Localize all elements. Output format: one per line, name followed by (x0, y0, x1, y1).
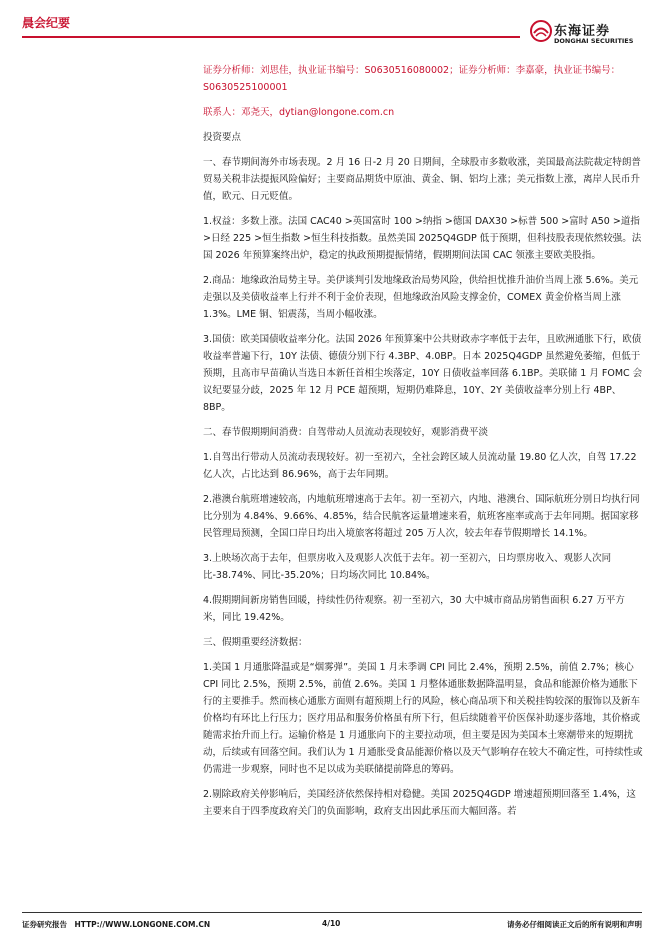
report-type-title: 晨会纪要 (22, 16, 71, 30)
section-3-heading: 三、假期重要经济数据： (203, 637, 308, 648)
page-footer (22, 912, 642, 933)
footer-website: 证券研究报告 HTTP://WWW.LONGONE.COM.CN (22, 920, 211, 929)
brand-logo (530, 20, 650, 46)
section-3-paragraph: 2.剔除政府关停影响后，美国经济依然保持相对稳健。美国 2025Q4GDP 增速超预期回落至 1.4%，这主要来自于四季度政府关门的负面影响，政府支出因此承压而大幅回落。若 (203, 789, 636, 817)
brand-name-en: DONGHAI SECURITIES (554, 37, 634, 45)
header-rule (22, 36, 520, 38)
contact-info: 联系人：邓尧天，dytian@longone.com.cn (203, 107, 395, 118)
page-number: 4/10 (322, 919, 341, 928)
section-1-paragraph: 2.商品：地缘政治局势主导。美伊谈判引发地缘政治局势风险，供给担忧推升油价当周上涨 5.6%。美元走强以及美债收益率上行并不利于金价表现，但地缘政治风险支撑金价，COMEX 黄金价格当周上涨 1.3%。LME 铜、铝震荡，当周小幅收涨。 (203, 275, 639, 320)
report-body (203, 62, 643, 828)
page-header (0, 0, 662, 46)
section-3-paragraph: 1.美国 1 月通胀降温或是“烟雾弹”。美国 1 月未季调 CPI 同比 2.4%，预期 2.5%，前值 2.7%；核心 CPI 同比 2.5%，预期 2.5%，前值 2.6%。美国 1 月整体通胀数据降温明显，食品和能源价格为通胀下行的主要推手。然而核心通胀方面则有超预期上行的风险，核心商品项下和关税挂钩较深的服饰以及新车价格均有环比上行压力；医疗用品和服务价格虽有所下行，但后续随着平价医保补助逐步落地，其价格或随需求抬升而上行。运输价格是 1 月通胀向下的主要拉动项，但主要是因为美国本土寒潮带来的短期扰动，后续或有回落空间。我们认为 1 月通胀受食品能源价格以及天气影响存在较大不确定性，可持续性或仍需进一步观察，同时也不足以成为美联储提前降息的筹码。 (203, 662, 643, 775)
section-2-paragraph: 2.港澳台航班增速较高，内地航班增速高于去年。初一至初六，内地、港澳台、国际航班分别日均执行同比分别为 4.84%、9.66%、4.85%，结合民航客运量增速来看，航班客座率或高于去年同期。据国家移民管理局预测，全国口岸日均出入境旅客将超过 205 万人次，较去年春节假期增长 14.1%。 (203, 494, 640, 539)
section-2-paragraph: 4.假期期间新房销售回暖，持续性仍待观察。初一至初六，30 大中城市商品房销售面积 6.27 万平方米，同比 19.42%。 (203, 595, 625, 623)
section-1-paragraph: 1.权益：多数上涨。法国 CAC40 >英国富时 100 >纳指 >德国 DAX30 >标普 500 >富时 A50 >道指 >日经 225 >恒生指数 >恒生科技指数。虽然美国 2025Q4GDP 低于预期，但科技股表现依然较强。法国 2026 年预算案终出炉，稳定的执政预期提振情绪，假期期间法国 CAC 领涨主要欧美股指。 (203, 216, 642, 261)
donghai-logo-icon (530, 20, 552, 42)
footer-disclaimer: 请务必仔细阅读正文后的所有说明和声明 (507, 920, 642, 929)
brand-name-cn: 东海证券 (554, 24, 611, 39)
analyst-info: 证券分析师：刘思佳，执业证书编号：S0630516080002；证券分析师：李嘉豪，执业证书编号：S0630525100001 (203, 65, 621, 93)
section-2-paragraph: 1.自驾出行带动人员流动表现较好。初一至初六，全社会跨区域人员流动量 19.80 亿人次，自驾 17.22 亿人次，占比达到 86.96%，高于去年同期。 (203, 452, 637, 480)
section-1-heading: 一、春节期间海外市场表现。2 月 16 日-2 月 20 日期间，全球股市多数收涨，美国最高法院裁定特朗普贸易关税非法提振风险偏好；主要商品期货中原油、黄金、铜、铝均上涨；美元指数上涨，离岸人民币升值，欧元、日元贬值。 (203, 157, 641, 202)
key-points-title: 投资要点 (203, 132, 242, 143)
section-2-heading: 二、春节假期期间消费：自驾带动人员流动表现较好，观影消费平淡 (203, 427, 489, 438)
section-2-paragraph: 3.上映场次高于去年，但票房收入及观影人次低于去年。初一至初六，日均票房收入、观影人次同比-38.74%、同比-35.20%；日均场次同比 10.84%。 (203, 553, 612, 581)
section-1-paragraph: 3.国债：欧美国债收益率分化。法国 2026 年预算案中公共财政赤字率低于去年，且欧洲通胀下行，欧债收益率普遍下行，10Y 法债、德债分别下行 4.3BP、4.0BP。日本 2025Q4GDP 虽然避免萎缩，但低于预期，且高市早苗确认当选日本新任首相尘埃落定，10Y 日债收益率回落 6.1BP。美联储 1 月 FOMC 会议纪要显分歧，2025 年 12 月 PCE 超预期，短期仍难降息，10Y、2Y 美债收益率分别上行 4BP、8BP。 (203, 334, 643, 413)
